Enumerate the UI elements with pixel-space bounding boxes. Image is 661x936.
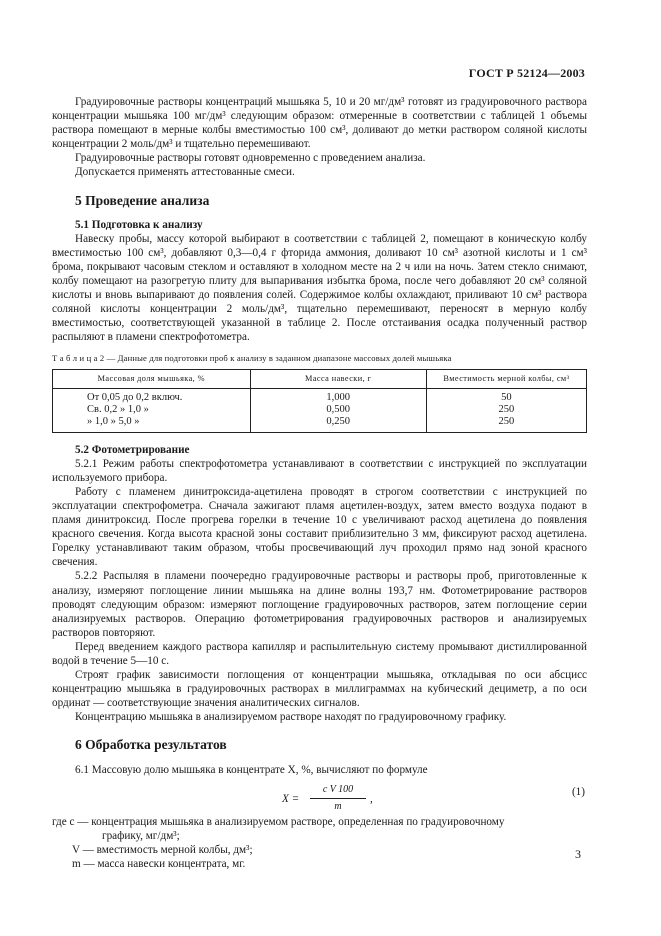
definition-line: m — масса навески концентрата, мг. — [72, 857, 246, 870]
intro-paragraph: Градуировочные растворы концентраций мышьяка 5, 10 и 20 мг/дм³ готовят из градуировочного раствора концентрации мышьяка 100 мг/дм³ следующим образом: отмеренные в соответствии с таблицей 1 объемы раствора помещают в мерные колбы вместимостью 100 см³, доливают до метки раствором соляной кислоты концентрации 2 моль/дм³ и тщательно перемешивают. — [52, 96, 587, 151]
paragraph: Строят график зависимости поглощения от концентрации мышьяка, откладывая по оси абсцисс концентрацию мышьяка в градуировочных растворах в миллиграммах на кубический дециметр, а по оси ординат — соответствующие значения аналитических сигналов. — [52, 669, 587, 710]
formula-lhs: X = — [282, 792, 300, 805]
sample-prep-table — [52, 369, 587, 433]
paragraph: Перед введением каждого раствора капилляр и распылительную систему промывают дистиллированной водой в течение 5—10 с. — [52, 640, 587, 667]
table-cell: 0,500 — [250, 404, 426, 416]
paragraph: Концентрацию мышьяка в анализируемом растворе находят по градуировочному графику. — [75, 711, 507, 724]
subsection-5-2-title: 5.2 Фотометрирование — [75, 443, 190, 456]
intro-paragraph: Градуировочные растворы готовят одновременно с проведением анализа. — [75, 152, 426, 165]
formula-denominator: m — [334, 800, 342, 812]
formula-numerator: c V 100 — [310, 783, 366, 799]
definition-line: графику, мг/дм³; — [102, 829, 180, 842]
formula-1 — [52, 783, 587, 813]
page-number: 3 — [575, 847, 581, 861]
table-cell: От 0,05 до 0,2 включ. — [53, 388, 251, 404]
table-row — [53, 416, 587, 433]
table-cell: 250 — [426, 416, 586, 433]
intro-paragraph: Допускается применять аттестованные смеси. — [75, 166, 295, 179]
paragraph: Работу с пламенем динитроксида-ацетилена проводят в строгом соответствии с инструкцией по эксплуатации спектрофометра. Сначала зажигают пламя ацетилен-воздух, затем вместо воздуха подают в пламя динитроксид. После прогрева горелки в течение 10 с увеличивают расход ацетилена до появления красного свечения. Когда высота красной зоны составит приблизительно 3 мм, фиксируют расход ацетилена. Горелку устанавливают таким образом, чтобы просвечивающий луч проходил прямо над зоной красного свечения. — [52, 485, 587, 569]
subsection-5-1-title: 5.1 Подготовка к анализу — [75, 218, 203, 231]
table-header-row — [53, 369, 587, 388]
table-cell: 50 — [426, 388, 586, 404]
column-header: Массовая доля мышьяка, % — [53, 369, 251, 388]
standard-header: ГОСТ Р 52124—2003 — [468, 66, 585, 80]
section-5-title: 5 Проведение анализа — [75, 192, 210, 208]
table-cell: 1,000 — [250, 388, 426, 404]
definition-line: V — вместимость мерной колбы, дм³; — [72, 843, 253, 856]
paragraph: 6.1 Массовую долю мышьяка в концентрате X, %, вычисляют по формуле — [75, 763, 428, 776]
paragraph: 5.2.1 Режим работы спектрофотометра устанавливают в соответствии с инструкцией по эксплуатации используемого прибора. — [52, 457, 587, 484]
paragraph: Навеску пробы, массу которой выбирают в соответствии с таблицей 2, помещают в коническую колбу вместимостью 100 см³, добавляют 0,3—0,4 г фторида аммония, доливают 10 см³ азотной кислоты и 1 см³ брома, покрывают часовым стеклом и оставляют в холодном месте на 2 ч или на ночь. Затем стекло снимают, колбу помещают на разогретую плиту для выпаривания избытка брома, после чего добавляют 20 см³ соляной кислоты и вновь выпаривают до появления солей. Содержимое колбы охлаждают, приливают 10 см³ раствора соляной кислоты концентрации 2 моль/дм³, тщательно перемешивают, переносят в мерную колбу вместимостью, соответствующей указанной в таблице 2. После отстаивания осадка полученный раствор распыляют в пламени спектрофотометра. — [52, 232, 587, 344]
variable-definitions — [52, 815, 587, 871]
section-6-title: 6 Обработка результатов — [75, 737, 227, 753]
table-row — [53, 388, 587, 404]
table-cell: 250 — [426, 404, 586, 416]
table-cell: Св. 0,2 » 1,0 » — [53, 404, 251, 416]
column-header: Вместимость мерной колбы, см³ — [426, 369, 586, 388]
column-header: Масса навески, г — [250, 369, 426, 388]
table-row — [53, 404, 587, 416]
formula-fraction — [310, 783, 366, 814]
table-caption: Т а б л и ц а 2 — Данные для подготовки проб к анализу в заданном диапазоне массовых долей мышьяка — [52, 352, 452, 363]
paragraph: 5.2.2 Распыляя в пламени поочередно градуировочные растворы и растворы проб, приготовленные к анализу, измеряют поглощение линии мышьяка на длине волны 193,7 нм. Фотометрирование растворов проводят следующим образом: измеряют поглощение градуировочных растворов, затем поглощение серии анализируемых растворов. Операцию фотометрирования градуировочных растворов и анализируемых растворов повторяют. — [52, 570, 587, 639]
table-cell: 0,250 — [250, 416, 426, 433]
definition-line: где c — концентрация мышьяка в анализируемом растворе, определенная по градуировочному — [52, 815, 505, 828]
formula-number: (1) — [571, 785, 585, 798]
table-cell: » 1,0 » 5,0 » — [53, 416, 251, 433]
page-body — [52, 95, 587, 871]
formula-comma: , — [370, 792, 373, 805]
